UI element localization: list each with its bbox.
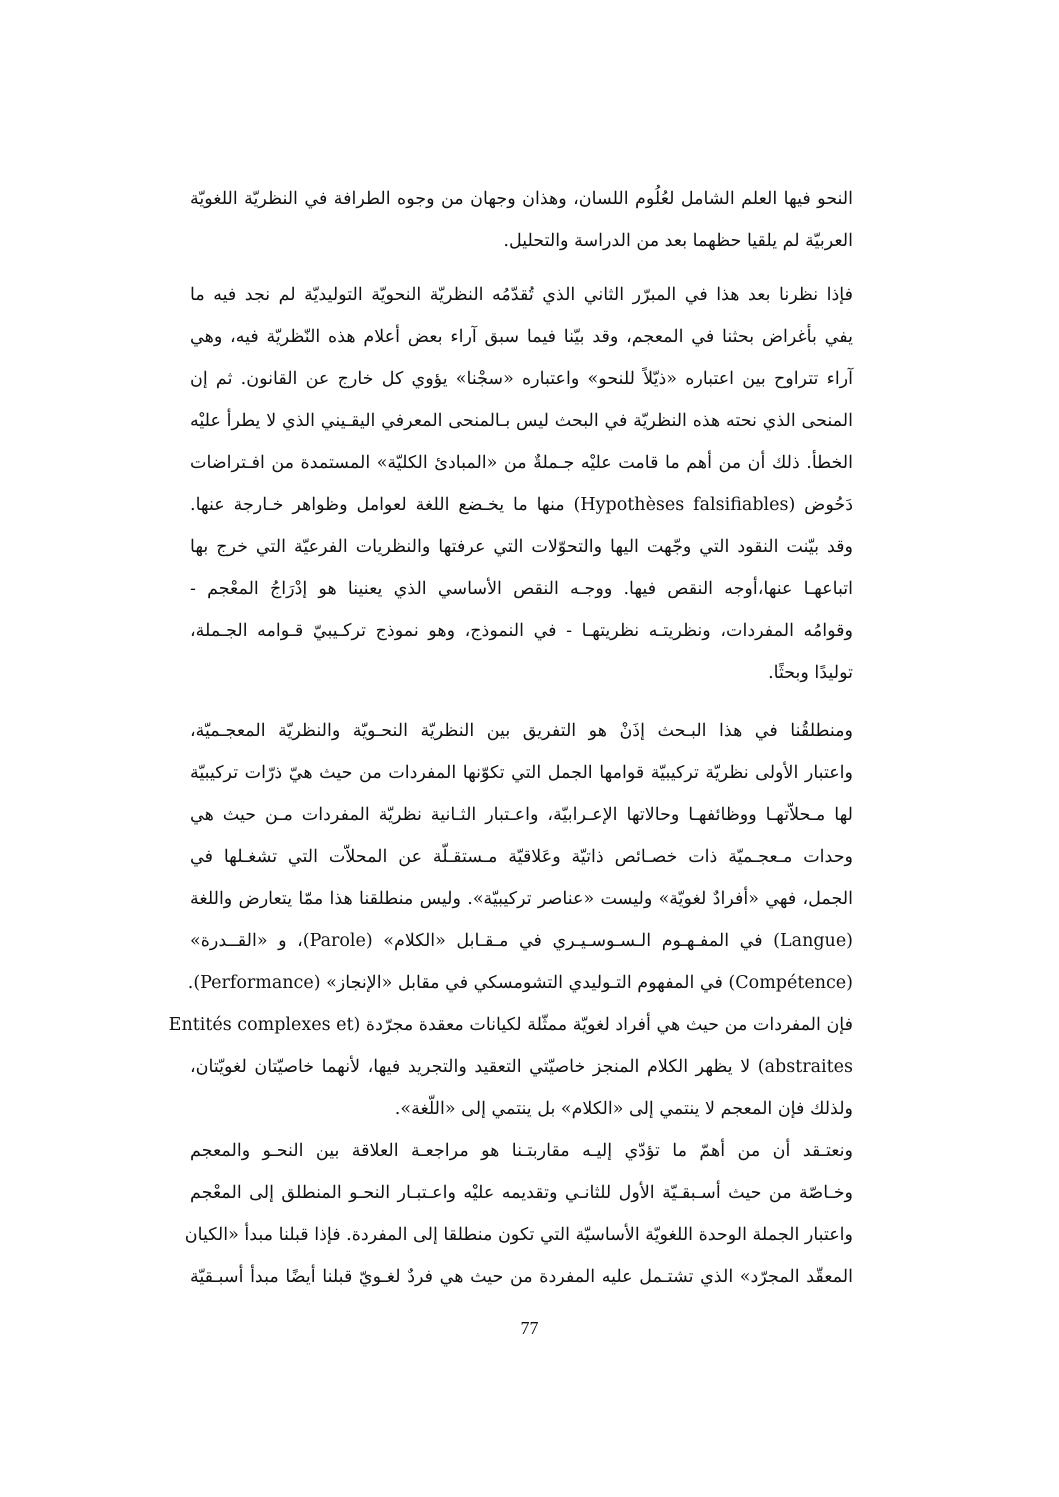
- text-line: المنحى الذي نحته هذه النظريّة في البحث ليس بـالمنحى المعرفي اليقـيني الذي لا يطرأ عليْه: [190, 411, 853, 431]
- page-number: 77: [520, 1318, 539, 1338]
- text-line: وقوامُه المفردات، ونظريتـه نظريتهـا - في النموذج، وهو نموذج تركـيبيّ قـوامه الجـملة،: [190, 621, 853, 641]
- text-line: وحدات مـعجـميّة ذات خصـائص ذاتيّة وعَلاقيّة مـستقـلّة عن المحلاّت التي تشغـلها في: [190, 847, 853, 867]
- body-text: [168, 178, 853, 1298]
- text-line: فإذا نظرنا بعد هذا في المبرّر الثاني الذي تُقدّمُه النظريّة النحويّة التوليديّة لم نجد فيه ما: [190, 285, 853, 305]
- paragraph-1: [190, 178, 853, 262]
- text-line: لها مـحلاّتهـا ووظائفهـا وحالاتها الإعـرابيّة، واعـتبار الثـانية نظريّة المفردات مـن حيث هي: [190, 805, 853, 825]
- text-line: آراء تتراوح بين اعتباره «ذيّلاً للنحو» واعتباره «سجْنا» يؤوي كل خارج عن القانون. ثم إن: [190, 369, 853, 389]
- text-line: اتباعهـا عنها،أوجه النقص فيها. ووجـه النقص الأساسي الذي يعنينا هو إدْرَاجُ المعْجم -: [190, 579, 853, 599]
- text-line: ومنطلقُنا في هذا البـحث إذَنْ هو التفريق بين النظريّة النحـويّة والنظريّة المعجـميّة،: [190, 721, 853, 741]
- text-line: واعتبار الأولى نظريّة تركيبيّة قوامها الجمل التي تكوّنها المفردات من حيث هيّ ذرّات تركيبيّة: [190, 763, 853, 783]
- text-line: فإن المفردات من حيث هي أفراد لغويّة ممثّلة لكيانات معقدة مجرّدة (Entités complexes et: [168, 1015, 853, 1035]
- text-line: وقد بيّنت النقود التي وجّهت اليها والتحوّلات التي عرفتها والنظريات الفرعيّة التي خرج بها: [190, 537, 853, 557]
- paragraph-3: [168, 710, 853, 1130]
- paragraph-4: [184, 1130, 853, 1298]
- text-line: النحو فيها العلم الشامل لعُلُوم اللسان، وهذان وجهان من وجوه الطرافة في النظريّة اللغويّة: [190, 189, 853, 209]
- text-line: (Langue) في المفـهـوم الـسـوسـيـري في مـقـابل «الكلام» (Parole)، و «القــدرة»: [190, 931, 853, 951]
- text-line: وخـاصّة من حيث أسـبقـيّة الأول للثانـي وتقديمه عليْه واعـتبـار النحـو المنطلق إلى المعْجم: [190, 1183, 853, 1203]
- text-line: الجمل، فهي «أفرادٌ لغويّة» وليست «عناصر تركيبيّة». وليس منطلقنا هذا ممّا يتعارض واللغة: [190, 889, 853, 909]
- text-line: دَحُوض (Hypothèses falsifiables) منها ما يخـضع اللغة لعوامل وظواهر خـارجة عنها.: [190, 495, 853, 515]
- text-line: العربيّة لم يلقيا حظهما بعد من الدراسة والتحليل.: [503, 231, 853, 251]
- text-line: واعتبار الجملة الوحدة اللغويّة الأساسيّة التي تكون منطلقا إلى المفردة. فإذا قبلنا مبدأ «الكيان: [184, 1225, 853, 1245]
- text-line: (Compétence) في المفهوم التـوليدي التشومسكي في مقابل «الإنجاز» (Performance).: [187, 973, 853, 993]
- text-line: المعقّد المجرّد» الذي تشتـمل عليه المفردة من حيث هي فردٌ لغـويّ قبلنا أيضًا مبدأ أسبـقيّة: [190, 1267, 853, 1287]
- text-line: ونعتـقد أن من أهمّ ما تؤدّي إليـه مقاربتـنا هو مراجعـة العلاقة بين النحـو والمعجم: [190, 1141, 853, 1161]
- text-line: يفي بأغراض بحثنا في المعجم، وقد بيّنا فيما سبق آراء بعض أعلام هذه النّظريّة فيه، وهي: [190, 327, 853, 347]
- text-line: توليدًا وبحثًا.: [768, 663, 853, 683]
- text-line: ولذلك فإن المعجم لا ينتمي إلى «الكلام» بل ينتمي إلى «اللّغة».: [394, 1099, 853, 1119]
- paragraph-2: [190, 274, 853, 694]
- text-line: abstraites) لا يظهر الكلام المنجز خاصيّتي التعقيد والتجريد فيها، لأنهما خاصيّتان لغويّتان،: [190, 1057, 853, 1077]
- text-line: الخطأ. ذلك أن من أهم ما قامت عليْه جـملةٌ من «المبادئ الكليّة» المستمدة من افـتراضات: [190, 453, 853, 473]
